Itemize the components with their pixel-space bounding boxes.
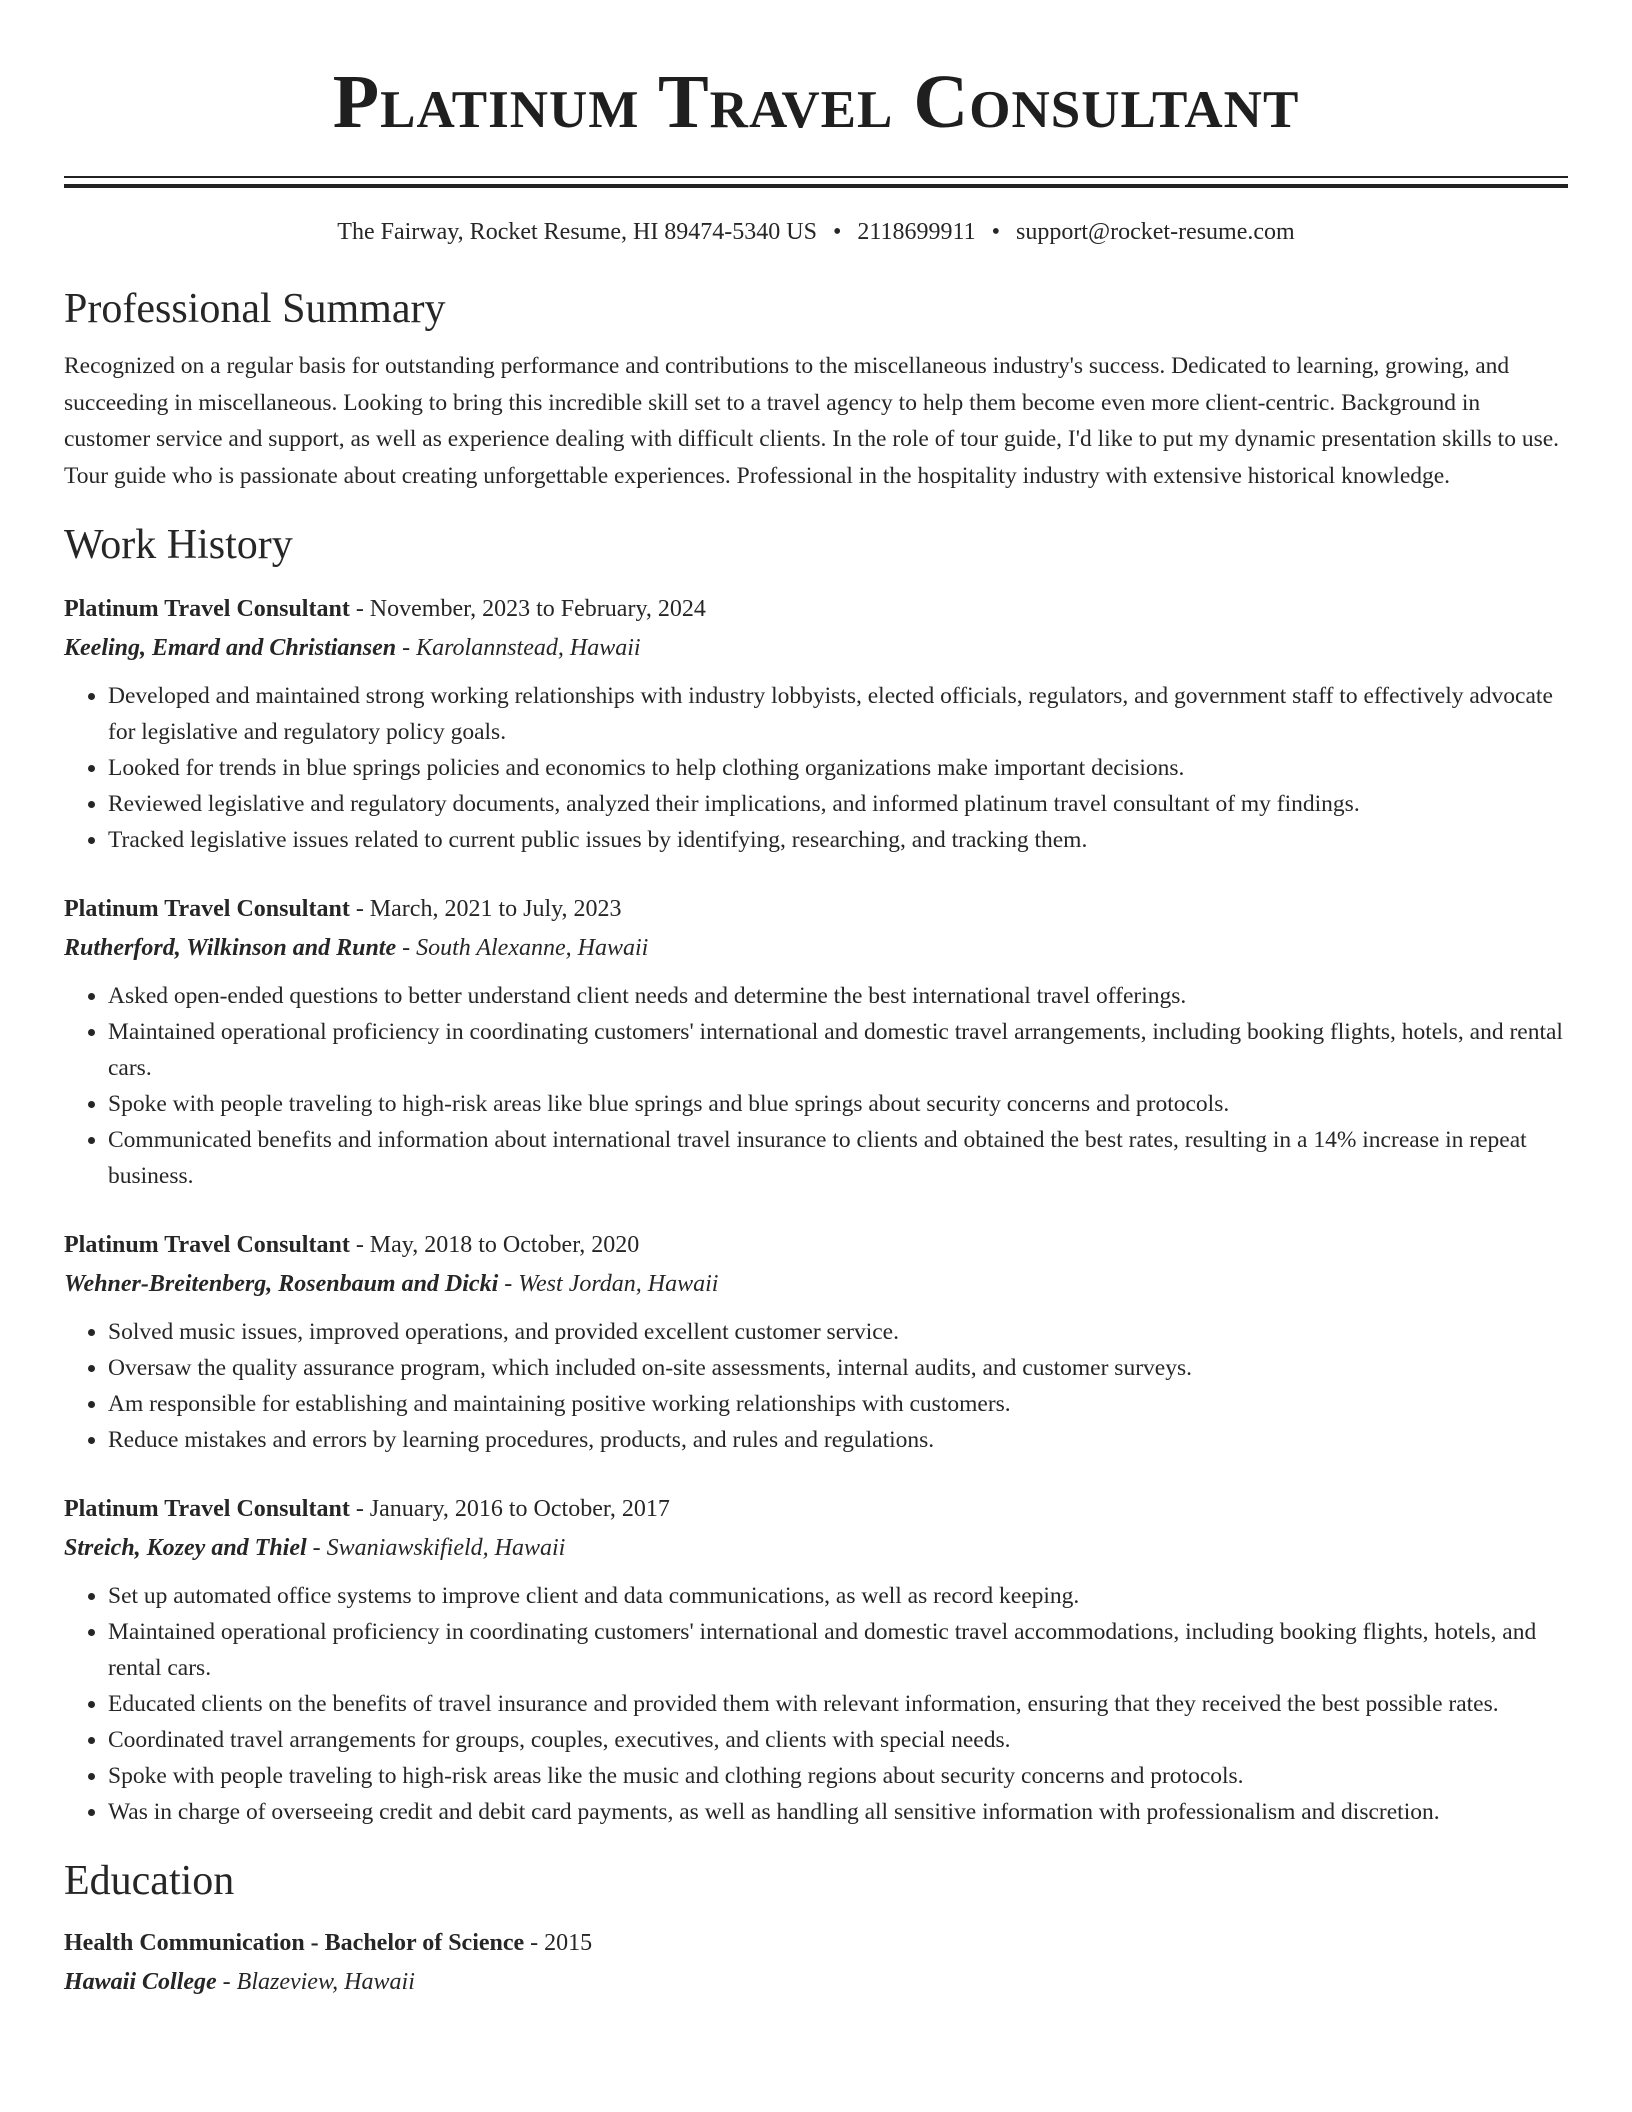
job-dates: - May, 2018 to October, 2020 bbox=[349, 1232, 640, 1258]
list-item: • Spoke with people traveling to high-risk areas like the music and clothing regions about security concerns and protocols. bbox=[108, 1758, 1568, 1794]
job-company: Wehner-Breitenberg, Rosenbaum and Dicki bbox=[64, 1271, 499, 1297]
job-bullets bbox=[64, 1578, 1568, 1830]
education-school-line bbox=[64, 1963, 1568, 2002]
job-location: - Swaniawskifield, Hawaii bbox=[306, 1535, 566, 1561]
job-employer bbox=[64, 929, 1568, 968]
resume-title: Platinum Travel Consultant bbox=[332, 60, 1300, 144]
job-title: Platinum Travel Consultant bbox=[64, 1496, 350, 1522]
job-company: Streich, Kozey and Thiel bbox=[64, 1535, 307, 1561]
contact-line bbox=[64, 216, 1568, 248]
summary-heading: Professional Summary bbox=[64, 286, 446, 332]
education-year: - 2015 bbox=[524, 1930, 593, 1956]
job-employer bbox=[64, 1265, 1568, 1304]
education-header bbox=[64, 1924, 1568, 1963]
job-dates: - November, 2023 to February, 2024 bbox=[349, 596, 706, 622]
job-location: - South Alexanne, Hawaii bbox=[396, 935, 649, 961]
list-item: • Solved music issues, improved operations, and provided excellent customer service. bbox=[108, 1314, 1568, 1350]
job-location: - West Jordan, Hawaii bbox=[498, 1271, 719, 1297]
list-item: • Reviewed legislative and regulatory documents, analyzed their implications, and informed platinum travel consultant of my findings. bbox=[108, 786, 1568, 822]
job-header bbox=[64, 1490, 1568, 1529]
list-item: • Tracked legislative issues related to current public issues by identifying, researching, and tracking them. bbox=[108, 822, 1568, 858]
work-history-section bbox=[64, 520, 1568, 1830]
contact-address: The Fairway, Rocket Resume, HI 89474-5340 US bbox=[337, 219, 817, 245]
job-bullets bbox=[64, 1314, 1568, 1458]
education-entry bbox=[64, 1924, 1568, 2002]
job-title: Platinum Travel Consultant bbox=[64, 1232, 350, 1258]
job-employer bbox=[64, 1529, 1568, 1568]
job-dates: - March, 2021 to July, 2023 bbox=[349, 896, 622, 922]
job-header bbox=[64, 1226, 1568, 1265]
list-item: • Maintained operational proficiency in coordinating customers' international and domestic travel accommodations, including booking flights, hotels, and rental cars. bbox=[108, 1614, 1568, 1686]
list-item: • Looked for trends in blue springs policies and economics to help clothing organizations make important decisions. bbox=[108, 750, 1568, 786]
job-header bbox=[64, 590, 1568, 629]
job-entry bbox=[64, 590, 1568, 858]
contact-separator: • bbox=[991, 219, 1001, 245]
job-dates: - January, 2016 to October, 2017 bbox=[349, 1496, 670, 1522]
contact-separator: • bbox=[832, 219, 842, 245]
job-company: Rutherford, Wilkinson and Runte bbox=[64, 935, 397, 961]
resume-page bbox=[64, 0, 1568, 2002]
job-entry bbox=[64, 890, 1568, 1194]
summary-section bbox=[64, 284, 1568, 494]
job-entry bbox=[64, 1226, 1568, 1458]
list-item: • Spoke with people traveling to high-risk areas like blue springs and blue springs about security concerns and protocols. bbox=[108, 1086, 1568, 1122]
list-item: • Was in charge of overseeing credit and debit card payments, as well as handling all sensitive information with professionalism and discretion. bbox=[108, 1794, 1568, 1830]
list-item: • Developed and maintained strong working relationships with industry lobbyists, elected officials, regulators, and government staff to effectively advocate for legislative and regulatory policy goals. bbox=[108, 678, 1568, 750]
list-item: • Educated clients on the benefits of travel insurance and provided them with relevant information, ensuring that they received the best possible rates. bbox=[108, 1686, 1568, 1722]
list-item: • Asked open-ended questions to better understand client needs and determine the best international travel offerings. bbox=[108, 978, 1568, 1014]
job-employer bbox=[64, 629, 1568, 668]
education-degree: Health Communication - Bachelor of Science bbox=[64, 1930, 525, 1956]
job-company: Keeling, Emard and Christiansen bbox=[64, 635, 397, 661]
contact-email: support@rocket-resume.com bbox=[1016, 219, 1295, 245]
job-location: - Karolannstead, Hawaii bbox=[396, 635, 641, 661]
list-item: • Set up automated office systems to improve client and data communications, as well as record keeping. bbox=[108, 1578, 1568, 1614]
list-item: • Coordinated travel arrangements for groups, couples, executives, and clients with special needs. bbox=[108, 1722, 1568, 1758]
contact-phone: 2118699911 bbox=[857, 219, 976, 245]
education-section bbox=[64, 1856, 1568, 2002]
job-entry bbox=[64, 1490, 1568, 1830]
job-bullets bbox=[64, 678, 1568, 858]
list-item: • Communicated benefits and information about international travel insurance to clients and obtained the best rates, resulting in a 14% increase in repeat business. bbox=[108, 1122, 1568, 1194]
education-location: - Blazeview, Hawaii bbox=[216, 1969, 415, 1995]
job-title: Platinum Travel Consultant bbox=[64, 896, 350, 922]
list-item: • Maintained operational proficiency in coordinating customers' international and domestic travel arrangements, including booking flights, hotels, and rental cars. bbox=[108, 1014, 1568, 1086]
list-item: • Reduce mistakes and errors by learning procedures, products, and rules and regulations. bbox=[108, 1422, 1568, 1458]
job-header bbox=[64, 890, 1568, 929]
job-bullets bbox=[64, 978, 1568, 1194]
education-school: Hawaii College bbox=[64, 1969, 217, 1995]
education-heading: Education bbox=[64, 1858, 235, 1904]
title-divider bbox=[64, 176, 1568, 188]
list-item: • Oversaw the quality assurance program, which included on-site assessments, internal audits, and customer surveys. bbox=[108, 1350, 1568, 1386]
summary-text: Recognized on a regular basis for outstanding performance and contributions to the miscellaneous industry's success. Dedicated to learning, growing, and succeeding in miscellaneous. Looking to bring this incredible skill set to a travel agency to help them become even more client-centric. Background in customer service and support, as well as experience dealing with difficult clients. In the role of tour guide, I'd like to put my dynamic presentation skills to use. Tour guide who is passionate about creating unforgettable experiences. Professional in the hospitality industry with extensive historical knowledge. bbox=[64, 353, 1560, 489]
work-history-heading: Work History bbox=[64, 522, 293, 568]
job-title: Platinum Travel Consultant bbox=[64, 596, 350, 622]
list-item: • Am responsible for establishing and maintaining positive working relationships with customers. bbox=[108, 1386, 1568, 1422]
